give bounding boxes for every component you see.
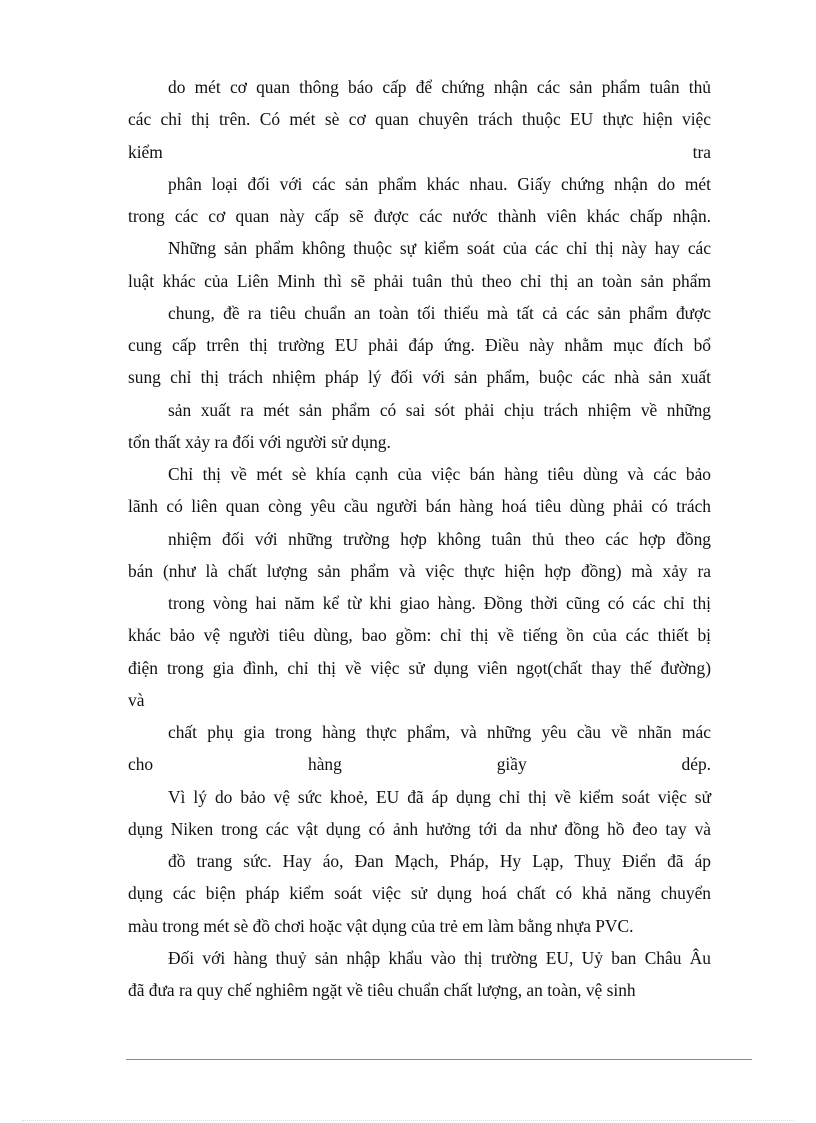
- text-line: điện trong gia đình, chỉ thị về việc sử dụng viên ngọt(chất thay thế đường): [128, 658, 711, 678]
- text-line: bán (như là chất lượng sản phẩm và việc thực hiện hợp đồng) mà xảy ra: [128, 561, 711, 581]
- text-line: nhiệm đối với những trường hợp không tuân thủ theo các hợp đồng: [168, 529, 711, 549]
- text-line: Đối với hàng thuỷ sản nhập khẩu vào thị trường EU, Uỷ ban Châu Âu: [168, 948, 711, 968]
- text-line: khác bảo vệ người tiêu dùng, bao gồm: chỉ thị về tiếng ồn của các thiết bị: [128, 625, 711, 645]
- text-line: trong các cơ quan này cấp sẽ được các nước thành viên khác chấp nhận.: [128, 206, 711, 226]
- text-line: các chỉ thị trên. Có mét sè cơ quan chuyên trách thuộc EU thực hiện việc: [128, 109, 711, 129]
- text-line: chất phụ gia trong hàng thực phẩm, và những yêu cầu về nhãn mác: [168, 722, 711, 742]
- text-line: do mét cơ quan thông báo cấp để chứng nhận các sản phẩm tuân thủ: [168, 77, 711, 97]
- text-line: cung cấp trrên thị trường EU phải đáp ứng. Điều này nhằm mục đích bổ: [128, 335, 711, 355]
- text-line: luật khác của Liên Minh thì sẽ phải tuân thủ theo chỉ thị an toàn sản phẩm: [128, 271, 711, 291]
- text-line: và: [128, 690, 145, 710]
- text-line: lãnh có liên quan còng yêu cầu người bán hàng hoá tiêu dùng phải có trách: [128, 496, 711, 516]
- text-line: Vì lý do bảo vệ sức khoẻ, EU đã áp dụng chỉ thị về kiểm soát việc sử: [168, 787, 711, 807]
- text-line: đã đưa ra quy chế nghiêm ngặt về tiêu chuẩn chất lượng, an toàn, vệ sinh: [128, 980, 636, 1000]
- footer-rule: [126, 1059, 752, 1060]
- text-line: chung, đề ra tiêu chuẩn an toàn tối thiểu mà tất cả các sản phẩm được: [168, 303, 711, 323]
- text-line: kiểm tra: [128, 142, 711, 162]
- page-bottom-border: [22, 1120, 794, 1121]
- text-line: cho hàng giầy dép.: [128, 754, 711, 774]
- text-line: dụng Niken trong các vật dụng có ảnh hưởng tới da như đồng hồ đeo tay và: [128, 819, 711, 839]
- text-line: màu trong mét sè đồ chơi hoặc vật dụng của trẻ em làm bằng nhựa PVC.: [128, 916, 634, 936]
- text-line: sản xuất ra mét sản phẩm có sai sót phải chịu trách nhiệm về những: [168, 400, 711, 420]
- text-line: đồ trang sức. Hay áo, Đan Mạch, Pháp, Hy Lạp, Thuỵ Điển đã áp: [168, 851, 711, 871]
- text-line: Những sản phẩm không thuộc sự kiểm soát của các chỉ thị này hay các: [168, 238, 711, 258]
- text-line: phân loại đối với các sản phẩm khác nhau. Giấy chứng nhận do mét: [168, 174, 711, 194]
- text-line: tổn thất xảy ra đối với người sử dụng.: [128, 432, 391, 452]
- text-line: Chỉ thị về mét sè khía cạnh của việc bán hàng tiêu dùng và các bảo: [168, 464, 711, 484]
- text-line: dụng các biện pháp kiểm soát việc sử dụng hoá chất có khả năng chuyển: [128, 883, 711, 903]
- text-line: sung chỉ thị trách nhiệm pháp lý đối với sản phẩm, buộc các nhà sản xuất: [128, 367, 711, 387]
- text-line: trong vòng hai năm kể từ khi giao hàng. Đồng thời cũng có các chỉ thị: [168, 593, 711, 613]
